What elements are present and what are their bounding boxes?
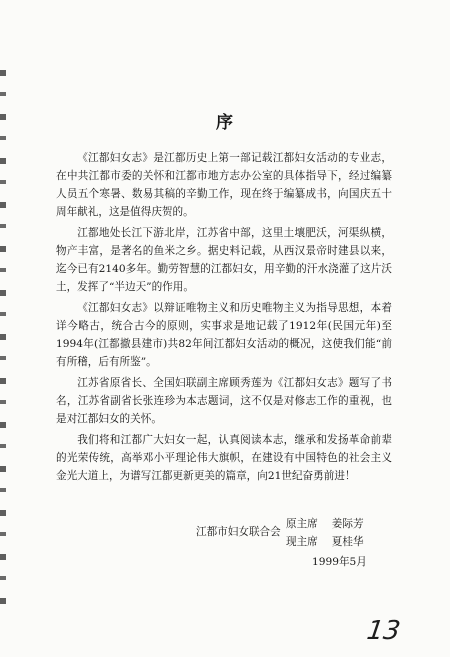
paragraph-4: 江苏省原省长、全国妇联副主席顾秀莲为《江都妇女志》题写了书名，江苏省副省长张连珍为本志题词，这不仅是对修志工作的重视，也是对江都妇女的关怀。 bbox=[56, 377, 392, 425]
signature-date: 1999年5月 bbox=[312, 556, 367, 568]
signature-block bbox=[286, 515, 364, 551]
paragraph-3: 《江都妇女志》以辩证唯物主义和历史唯物主义为指导思想，本着详今略古，统合古今的原则，实事求是地记载了1912年(民国元年)至1994年(江都撤县建市)共82年间江都妇女活动的概况，这使我们能“前有所稽，后有所鉴”。 bbox=[56, 302, 392, 368]
preface-body bbox=[56, 149, 392, 488]
paragraph-5: 我们将和江都广大妇女一起，认真阅读本志，继承和发扬革命前辈的光荣传统，高举邓小平理论伟大旗帜，在建设有中国特色的社会主义金光大道上，为谱写江都更新更美的篇章，向21世纪奋勇前进！ bbox=[56, 434, 392, 482]
current-chair-title: 现主席 bbox=[286, 536, 318, 548]
paragraph-1: 《江都妇女志》是江都历史上第一部记载江都妇女活动的专业志，在中共江都市委的关怀和江都市地方志办公室的具体指导下，经过编纂人员五个寒暑、数易其稿的辛勤工作，现在终于编纂成书，向国庆五十周年献礼，这是值得庆贺的。 bbox=[56, 152, 392, 218]
former-chair-title: 原主席 bbox=[286, 518, 318, 530]
former-chair-name: 姜际芳 bbox=[331, 518, 364, 530]
paragraph-2: 江都地处长江下游北岸，江苏省中部，这里土壤肥沃，河渠纵横，物产丰富，是著名的鱼米之乡。据史料记载，从西汉景帝时建县以来，迄今已有2140多年。勤劳智慧的江都妇女，用辛勤的汗水浇灌了这片沃土，发挥了“半边天”的作用。 bbox=[56, 227, 392, 293]
signature-organization: 江都市妇女联合会 bbox=[196, 526, 281, 538]
binding-edge bbox=[0, 70, 6, 610]
page-title: 序 bbox=[216, 113, 234, 133]
page-number: 13 bbox=[364, 616, 403, 646]
signature-former-row bbox=[286, 515, 364, 533]
signature-current-row bbox=[286, 533, 364, 551]
current-chair-name: 夏桂华 bbox=[331, 536, 364, 548]
